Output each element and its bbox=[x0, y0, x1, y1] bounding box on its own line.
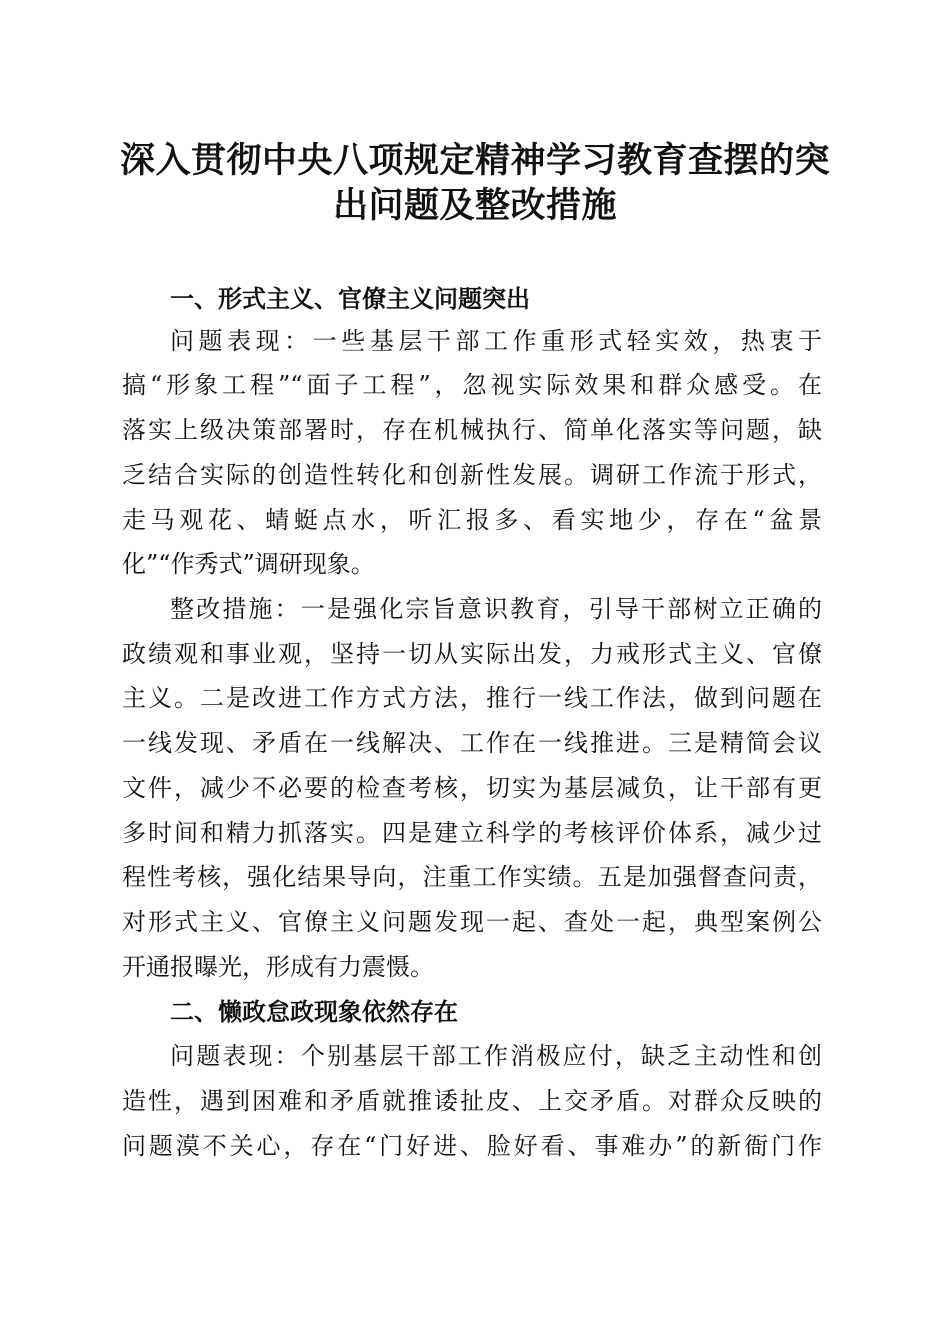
section-1-measure-line: 整改措施：一是强化宗旨意识教育，引导干部树立正确的 bbox=[170, 595, 822, 623]
section-1-measure-line: 对形式主义、官僚主义问题发现一起、查处一起，典型案例公 bbox=[122, 908, 822, 936]
document-title-line-1: 深入贯彻中央八项规定精神学习教育查摆的突 bbox=[119, 140, 830, 181]
section-1-problem-line: 落实上级决策部署时，存在机械执行、简单化落实等问题，缺 bbox=[122, 416, 822, 444]
section-1-measure-line: 程性考核，强化结果导向，注重工作实绩。五是加强督查问责， bbox=[122, 863, 822, 891]
section-1-measure-line: 政绩观和事业观，坚持一切从实际出发，力戒形式主义、官僚 bbox=[122, 640, 822, 668]
section-1-measure-line: 多时间和精力抓落实。四是建立科学的考核评价体系，减少过 bbox=[122, 819, 822, 847]
section-1-measure-line: 文件，减少不必要的检查考核，切实为基层减负，让干部有更 bbox=[122, 774, 822, 802]
section-1-problem-line: 化”“作秀式”调研现象。 bbox=[122, 550, 375, 578]
section-1-problem-line: 问题表现：一些基层干部工作重形式轻实效，热衷于 bbox=[170, 327, 822, 355]
section-2-problem-line: 问题漠不关心，存在“门好进、脸好看、事难办”的新衙门作 bbox=[122, 1132, 822, 1160]
section-1-problem-line: 走马观花、蜻蜓点水，听汇报多、看实地少，存在“盆景 bbox=[122, 506, 822, 534]
section-1-measure-line: 一线发现、矛盾在一线解决、工作在一线推进。三是精简会议 bbox=[122, 729, 822, 757]
document-title-line-2: 出问题及整改措施 bbox=[332, 185, 617, 226]
section-1-measure-line: 开通报曝光，形成有力震慑。 bbox=[122, 953, 434, 981]
section-2-problem-line: 造性，遇到困难和矛盾就推诿扯皮、上交矛盾。对群众反映的 bbox=[122, 1087, 822, 1115]
section-2-heading: 二、懒政怠政现象依然存在 bbox=[170, 998, 458, 1026]
section-1-problem-line: 乏结合实际的创造性转化和创新性发展。调研工作流于形式， bbox=[122, 461, 822, 489]
section-1-heading: 一、形式主义、官僚主义问题突出 bbox=[170, 285, 530, 313]
section-2-problem-line: 问题表现：个别基层干部工作消极应付，缺乏主动性和创 bbox=[170, 1042, 822, 1070]
section-1-problem-line: 搞“形象工程”“面子工程”，忽视实际效果和群众感受。在 bbox=[122, 371, 822, 399]
section-1-measure-line: 主义。二是改进工作方式方法，推行一线工作法，做到问题在 bbox=[122, 684, 822, 712]
